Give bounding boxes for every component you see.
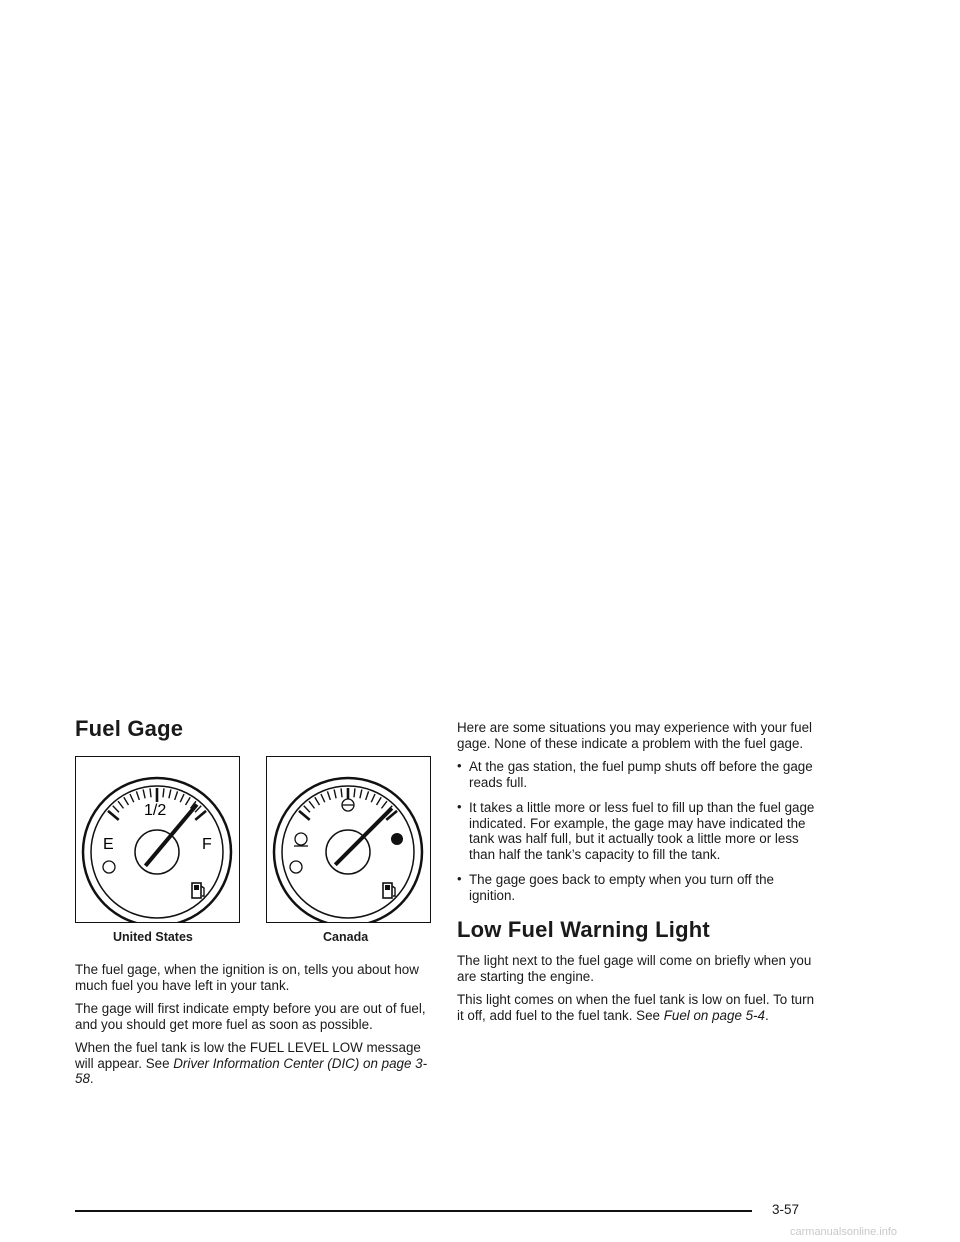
gauge-tick: [334, 790, 336, 799]
gauge-tick: [304, 806, 310, 813]
gauge-us-label-f: F: [202, 836, 212, 853]
gauge-tick: [186, 797, 191, 805]
situations-list: [457, 759, 819, 903]
fuel-gage-paragraph-3: [75, 1040, 431, 1087]
gauge-tick: [327, 791, 330, 800]
gauge-tick: [124, 797, 129, 805]
low-fuel-lamp-icon: [290, 861, 302, 873]
half-symbol-icon: [342, 799, 354, 811]
situations-intro: Here are some situations you may experience with your fuel gage. None of these indicate a problem with the fuel gage.: [457, 720, 813, 751]
caption-canada: Canada: [323, 930, 369, 944]
fuel-gage-paragraph-2: The gage will first indicate empty before you are out of fuel, and you should get more fuel as soon as possible.: [75, 1001, 426, 1032]
gauge-tick: [113, 806, 119, 813]
gauge-tick: [315, 797, 320, 805]
gauge-tick: [163, 788, 164, 797]
gauge-tick: [309, 801, 314, 808]
fuel-link[interactable]: Fuel on page 5-4: [663, 1007, 765, 1023]
page-number: 3-57: [772, 1202, 800, 1217]
gauge-us: [75, 756, 240, 923]
gauge-tick: [180, 794, 184, 802]
gauge-tick: [108, 811, 119, 820]
gauge-us-label-e: E: [103, 836, 114, 853]
caption-united-states: United States: [113, 930, 193, 944]
left-column: [75, 716, 431, 1095]
gauge-us-label-half: 1/2: [144, 802, 167, 819]
gauge-tick: [118, 801, 123, 808]
gauge-tick: [143, 790, 145, 799]
gauge-tick: [371, 794, 375, 802]
fuel-gage-paragraph-1: The fuel gage, when the ignition is on, tells you about how much fuel you have left in your tank.: [75, 962, 419, 993]
gauge-tick: [299, 811, 310, 820]
list-item: • At the gas station, the fuel pump shuts off before the gage reads full.: [457, 759, 819, 790]
gauge-tick: [136, 791, 139, 800]
gauge-canada: [266, 756, 431, 923]
footer-rule: [75, 1210, 752, 1212]
low-fuel-paragraph-1: The light next to the fuel gage will come on briefly when you are starting the engine.: [457, 953, 812, 984]
gauge-tick: [195, 811, 206, 820]
heading-fuel-gage: Fuel Gage: [75, 716, 184, 741]
gauge-tick: [341, 788, 342, 797]
empty-symbol-icon: [294, 833, 308, 846]
heading-low-fuel-warning-light: Low Fuel Warning Light: [457, 917, 710, 942]
low-fuel-lamp-icon: [103, 861, 115, 873]
fuel-pump-icon: [383, 883, 395, 898]
dic-link[interactable]: Driver Information Center (DIC) on page 3-58: [75, 1055, 428, 1086]
list-item: • The gage goes back to empty when you turn off the ignition.: [457, 872, 819, 903]
gauge-tick: [150, 788, 151, 797]
right-column: [457, 720, 819, 1031]
list-item: • It takes a little more or less fuel to fill up than the fuel gage indicated. For example, the gage may have indicated the tank was half full, but it actually took a little more or less than half the tank’s capacity to fill the tank.: [457, 800, 819, 862]
low-fuel-paragraph-2: [457, 992, 819, 1023]
gauge-tick: [360, 790, 362, 799]
gauge-tick: [366, 791, 369, 800]
gauge-tick: [321, 794, 325, 802]
gauge-illustrations: [75, 756, 431, 926]
gauge-tick: [354, 788, 355, 797]
gauge-captions: [75, 926, 431, 948]
full-symbol-icon: [391, 833, 403, 845]
paragraph-text: When the fuel tank is low the FUEL LEVEL LOW message will appear. See: [75, 1040, 421, 1071]
gauge-tick: [377, 797, 382, 805]
paragraph-text: This light comes on when the fuel tank is low on fuel. To turn it off, add fuel to the fuel tank. See: [457, 992, 815, 1023]
paragraph-end: .: [89, 1071, 94, 1086]
gauge-tick: [169, 790, 171, 799]
gauge-tick: [381, 801, 386, 808]
gauge-tick: [130, 794, 134, 802]
paragraph-end: .: [764, 1007, 769, 1023]
fuel-pump-icon: [192, 883, 204, 898]
watermark: carmanualsonline.info: [790, 1226, 898, 1238]
gauge-tick: [175, 791, 178, 800]
